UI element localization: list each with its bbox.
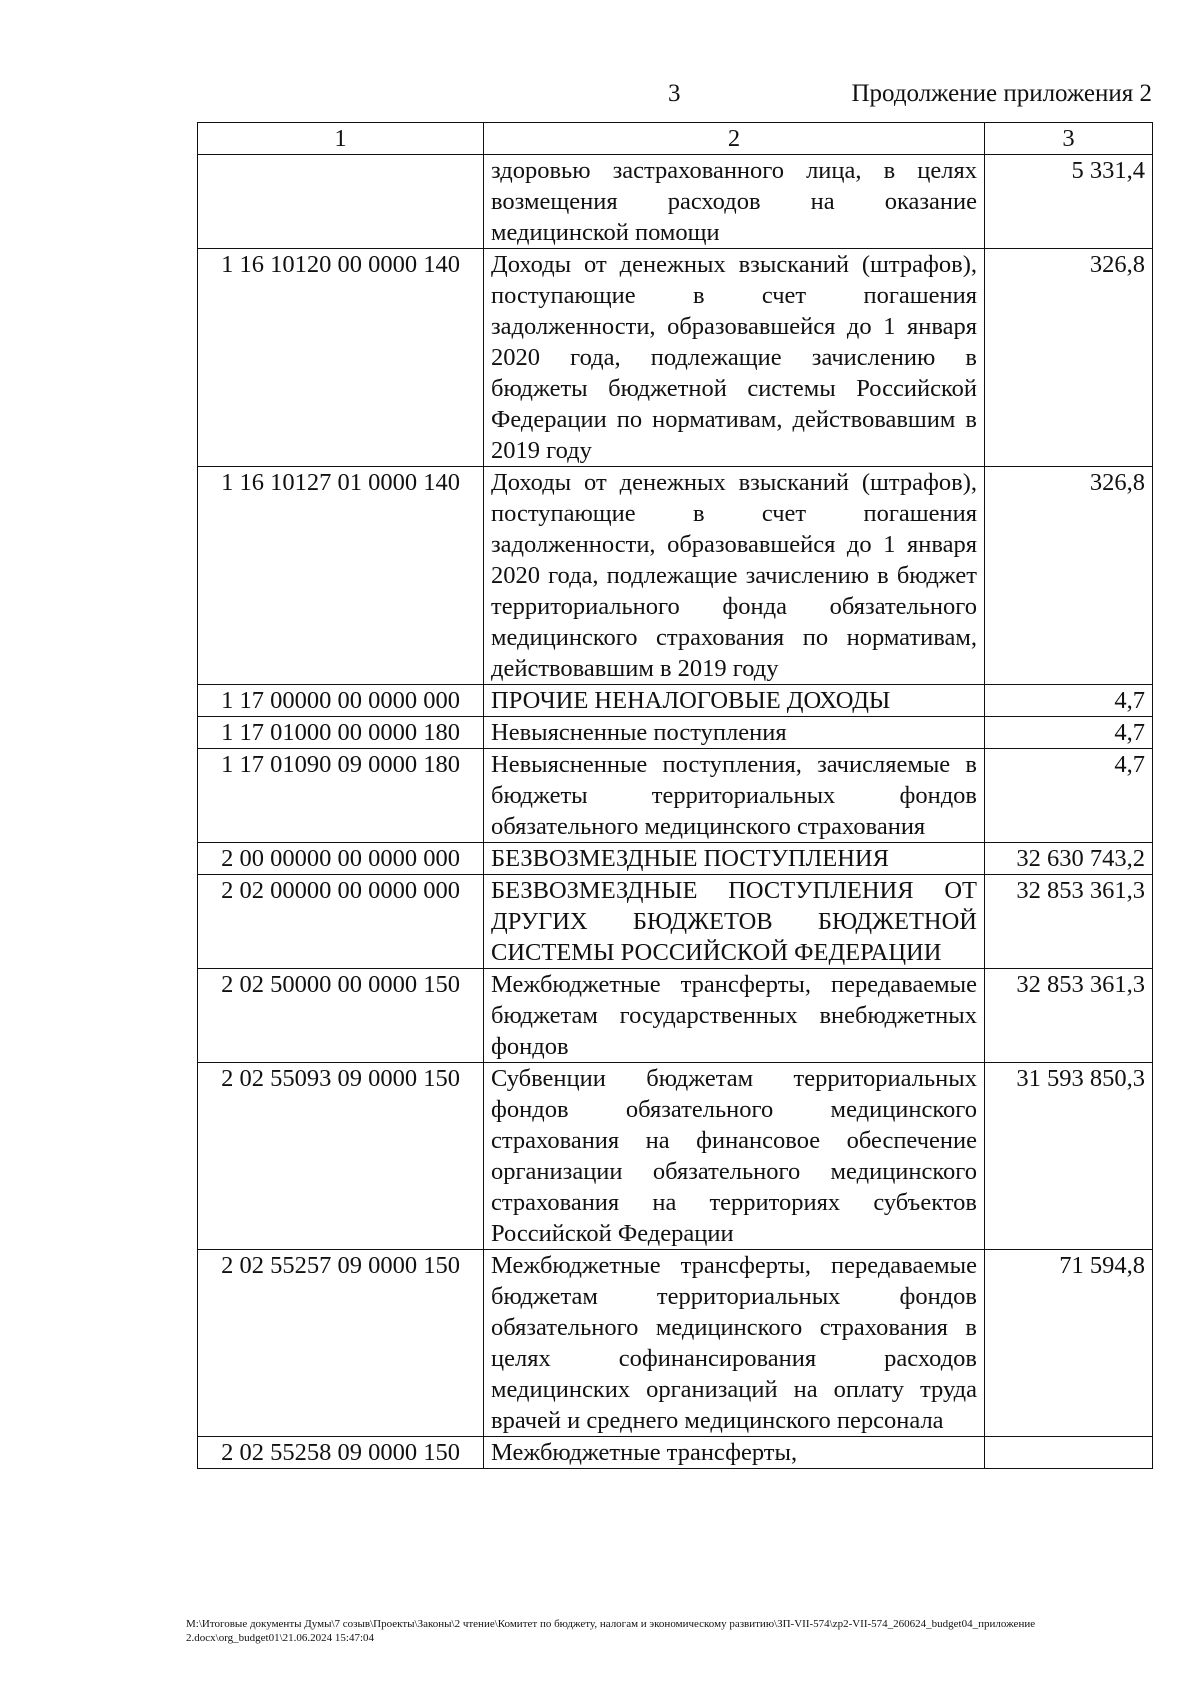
column-header-2: 2 [484,123,985,155]
row-description: Межбюджетные трансферты, передаваемые бюджетам государственных внебюджетных фондов [484,969,985,1063]
row-code: 1 17 00000 00 0000 000 [198,685,484,717]
row-description: Доходы от денежных взысканий (штрафов), поступающие в счет погашения задолженности, образовавшейся до 1 января 2020 года, подлежащие зачислению в бюджет территориального фонда обязательного медицинского страхования по нормативам, действовавшим в 2019 году [484,467,985,685]
row-amount: 71 594,8 [985,1250,1153,1437]
row-code: 1 16 10120 00 0000 140 [198,249,484,467]
table-row [198,749,1153,843]
row-code: 1 17 01000 00 0000 180 [198,717,484,749]
row-description: ПРОЧИЕ НЕНАЛОГОВЫЕ ДОХОДЫ [484,685,985,717]
row-code: 1 17 01090 09 0000 180 [198,749,484,843]
row-amount: 32 853 361,3 [985,969,1153,1063]
table-row [198,467,1153,685]
row-description: здоровью застрахованного лица, в целях возмещения расходов на оказание медицинской помощи [484,155,985,249]
budget-table [197,122,1153,1469]
table-header-row [198,123,1153,155]
row-amount: 326,8 [985,249,1153,467]
row-description: Субвенции бюджетам территориальных фондов обязательного медицинского страхования на финансовое обеспечение организации обязательного медицинского страхования на территориях субъектов Российской Федерации [484,1063,985,1250]
row-code: 2 02 00000 00 0000 000 [198,875,484,969]
table-row [198,969,1153,1063]
row-description: Невыясненные поступления, зачисляемые в бюджеты территориальных фондов обязательного медицинского страхования [484,749,985,843]
table-row [198,1063,1153,1250]
row-description: БЕЗВОЗМЕЗДНЫЕ ПОСТУПЛЕНИЯ ОТ ДРУГИХ БЮДЖЕТОВ БЮДЖЕТНОЙ СИСТЕМЫ РОССИЙСКОЙ ФЕДЕРАЦИИ [484,875,985,969]
continuation-label: Продолжение приложения 2 [851,80,1152,107]
page-number: 3 [668,80,681,107]
row-description: Невыясненные поступления [484,717,985,749]
table-row [198,155,1153,249]
table-row [198,875,1153,969]
row-code: 1 16 10127 01 0000 140 [198,467,484,685]
row-amount: 5 331,4 [985,155,1153,249]
row-code: 2 00 00000 00 0000 000 [198,843,484,875]
row-description: Межбюджетные трансферты, [484,1437,985,1469]
row-amount: 4,7 [985,685,1153,717]
row-code: 2 02 55257 09 0000 150 [198,1250,484,1437]
table-row [198,843,1153,875]
row-code: 2 02 55093 09 0000 150 [198,1063,484,1250]
table-row [198,1250,1153,1437]
row-code: 2 02 50000 00 0000 150 [198,969,484,1063]
column-header-1: 1 [198,123,484,155]
row-description: БЕЗВОЗМЕЗДНЫЕ ПОСТУПЛЕНИЯ [484,843,985,875]
column-header-3: 3 [985,123,1153,155]
row-amount: 31 593 850,3 [985,1063,1153,1250]
row-amount: 4,7 [985,717,1153,749]
row-amount: 326,8 [985,467,1153,685]
row-code [198,155,484,249]
row-description: Межбюджетные трансферты, передаваемые бюджетам территориальных фондов обязательного медицинского страхования в целях софинансирования расходов медицинских организаций на оплату труда врачей и среднего медицинского персонала [484,1250,985,1437]
row-code: 2 02 55258 09 0000 150 [198,1437,484,1469]
row-amount [985,1437,1153,1469]
table-row [198,685,1153,717]
row-description: Доходы от денежных взысканий (штрафов), поступающие в счет погашения задолженности, образовавшейся до 1 января 2020 года, подлежащие зачислению в бюджеты бюджетной системы Российской Федерации по нормативам, действовавшим в 2019 году [484,249,985,467]
row-amount: 4,7 [985,749,1153,843]
table-row [198,1437,1153,1469]
document-path-footer: M:\Итоговые документы Думы\7 созыв\Проекты\Законы\2 чтение\Комитет по бюджету, налогам и экономическому развитию\ЗП-VII-574\zp2-VII-574_260624_budget04_приложение 2.docx\org_budget01\21.06.2024 15:47:04 [186,1618,1036,1644]
row-amount: 32 853 361,3 [985,875,1153,969]
table-row [198,717,1153,749]
row-amount: 32 630 743,2 [985,843,1153,875]
table-row [198,249,1153,467]
